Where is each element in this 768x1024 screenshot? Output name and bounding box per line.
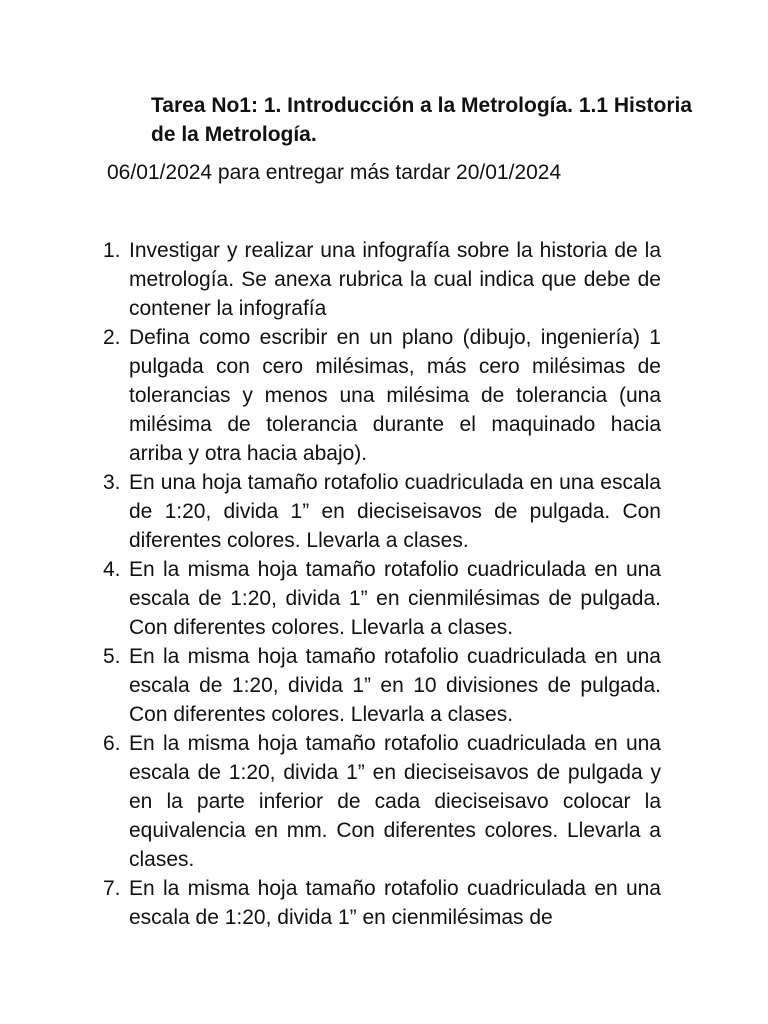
task-text: En una hoja tamaño rotafolio cuadriculada en una escala de 1:20, divida 1” en dieciseisavos de pulgada. Con diferentes colores. Llevarla a clases. <box>129 471 661 552</box>
task-number: 2. <box>103 326 121 349</box>
task-number: 3. <box>103 471 121 494</box>
task-item-1 <box>103 236 661 323</box>
task-text: Investigar y realizar una infografía sobre la historia de la metrología. Se anexa rubrica la cual indica que debe de contener la infografía <box>129 239 661 320</box>
task-item-3 <box>103 468 661 555</box>
task-number: 5. <box>103 645 121 668</box>
task-text: Defina como escribir en un plano (dibujo, ingeniería) 1 pulgada con cero milésimas, más cero milésimas de tolerancias y menos una milésima de tolerancia (una milésima de tolerancia durante el maquinado hacia arriba y otra hacia abajo). <box>129 326 661 465</box>
task-number: 6. <box>103 732 121 755</box>
task-text: En la misma hoja tamaño rotafolio cuadriculada en una escala de 1:20, divida 1” en 10 divisiones de pulgada. Con diferentes colores. Llevarla a clases. <box>129 645 661 726</box>
document-title: Tarea No1: 1. Introducción a la Metrología. 1.1 Historia de la Metrología. <box>151 94 693 146</box>
task-item-5 <box>103 642 661 729</box>
task-item-6 <box>103 729 661 874</box>
task-item-2 <box>103 323 661 468</box>
task-text: En la misma hoja tamaño rotafolio cuadriculada en una escala de 1:20, divida 1” en dieciseisavos de pulgada y en la parte inferior de cada dieciseisavo colocar la equivalencia en mm. Con diferentes colores. Llevarla a clases. <box>129 732 661 871</box>
task-item-4 <box>103 555 661 642</box>
task-number: 4. <box>103 558 121 581</box>
task-number: 7. <box>103 877 121 900</box>
task-text: En la misma hoja tamaño rotafolio cuadriculada en una escala de 1:20, divida 1” en cienmilésimas de <box>129 877 661 929</box>
task-list <box>103 236 661 932</box>
task-text: En la misma hoja tamaño rotafolio cuadriculada en una escala de 1:20, divida 1” en cienmilésimas de pulgada. Con diferentes colores. Llevarla a clases. <box>129 558 661 639</box>
task-number: 1. <box>103 239 121 262</box>
date-line: 06/01/2024 para entregar más tardar 20/01/2024 <box>107 161 562 184</box>
task-item-7 <box>103 874 661 932</box>
